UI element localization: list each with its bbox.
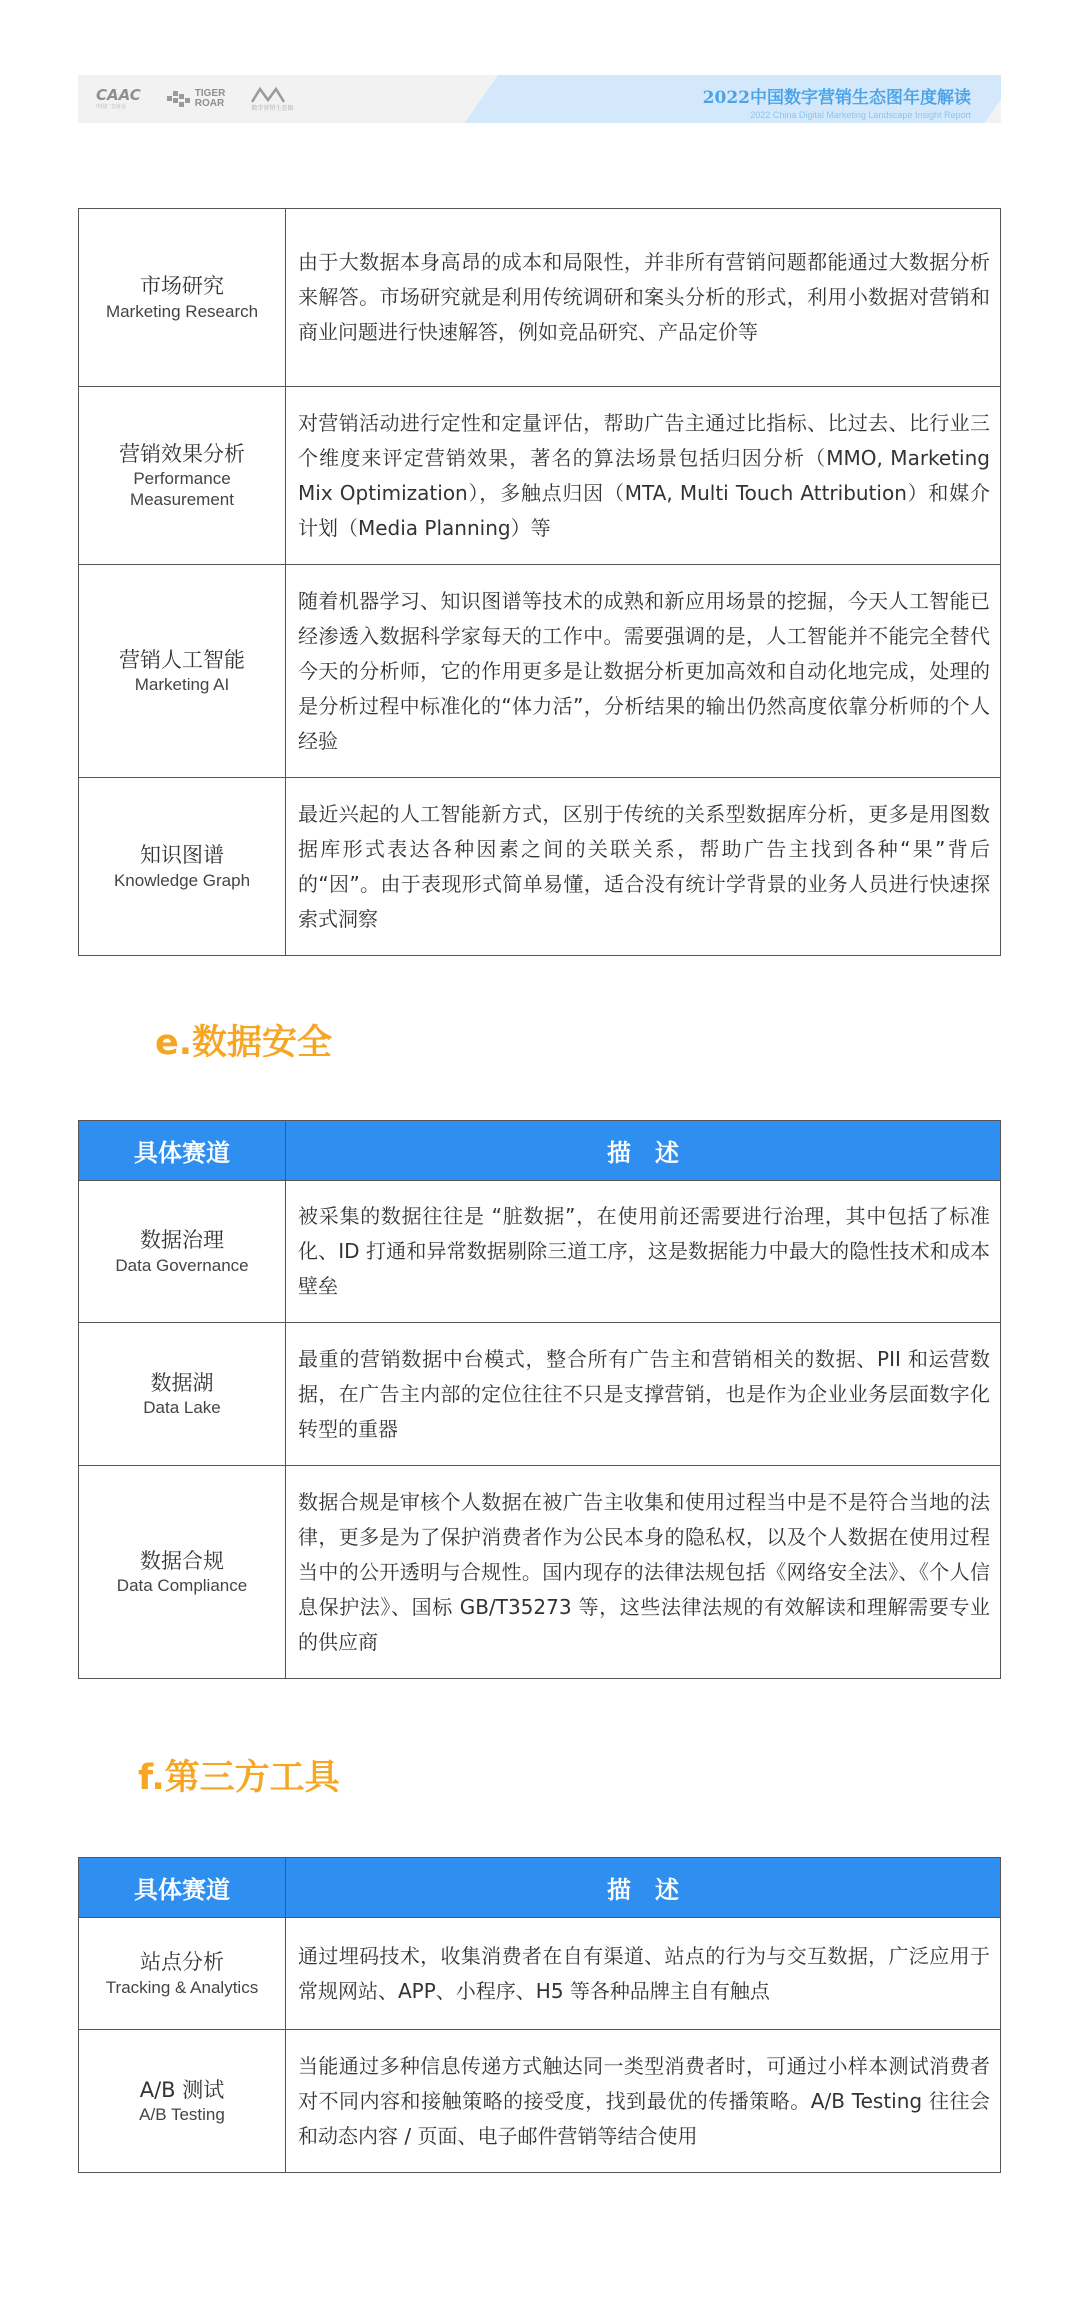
track-description: 最近兴起的人工智能新方式，区别于传统的关系型数据库分析，更多是用图数据库形式表达各种因素之间的关联关系，帮助广告主找到各种“果”背后的“因”。由于表现形式简单易懂，适合没有统计学背景的业务人员进行快速探索式洞察 (286, 778, 1001, 956)
track-name-cell: 知识图谱 Knowledge Graph (79, 778, 286, 956)
track-description: 由于大数据本身高昂的成本和局限性，并非所有营销问题都能通过大数据分析来解答。市场研究就是利用传统调研和案头分析的形式，利用小数据对营销和商业问题进行快速解答，例如竞品研究、产品定价等 (286, 209, 1001, 387)
caac-logo: CAAC 中国广告协会 (96, 86, 141, 110)
track-description: 被采集的数据往往是 “脏数据”，在使用前还需要进行治理，其中包括了标准化、ID 打通和异常数据剔除三道工序，这是数据能力中最大的隐性技术和成本壁垒 (286, 1181, 1001, 1323)
table-row (79, 2030, 1001, 2173)
track-name-cell: 数据合规 Data Compliance (79, 1466, 286, 1679)
track-description: 最重的营销数据中台模式，整合所有广告主和营销相关的数据、PII 和运营数据，在广告主内部的定位往往不只是支撑营销，也是作为企业业务层面数字化转型的重器 (286, 1323, 1001, 1466)
column-header-description: 描 述 (286, 1121, 1001, 1181)
track-description: 当能通过多种信息传递方式触达同一类型消费者时，可通过小样本测试消费者对不同内容和接触策略的接受度，找到最优的传播策略。A/B Testing 往往会和动态内容 / 页面、电子邮件营销等结合使用 (286, 2030, 1001, 2173)
column-header-track: 具体赛道 (79, 1121, 286, 1181)
track-name-cell: 数据治理 Data Governance (79, 1181, 286, 1323)
track-description: 通过埋码技术，收集消费者在自有渠道、站点的行为与交互数据，广泛应用于常规网站、APP、小程序、H5 等各种品牌主自有触点 (286, 1918, 1001, 2030)
column-header-description: 描 述 (286, 1858, 1001, 1918)
header-logos (96, 81, 293, 117)
mountain-mark-icon (251, 86, 285, 104)
track-name-cell: 站点分析 Tracking & Analytics (79, 1918, 286, 2030)
track-name-cell: 营销人工智能 Marketing AI (79, 565, 286, 778)
section-title-third-party-tools: f.第三方工具 (138, 1758, 340, 1798)
tiger-roar-logo: TIGER ROAR (167, 89, 226, 110)
track-description: 数据合规是审核个人数据在被广告主收集和使用过程当中是不是符合当地的法律，更多是为了保护消费者作为公民本身的隐私权，以及个人数据在使用过程当中的公开透明与合规性。国内现存的法律法规包括《网络安全法》、《个人信息保护法》、国标 GB/T35273 等，这些法律法规的有效解读和理解需要专业的供应商 (286, 1466, 1001, 1679)
track-description: 对营销活动进行定性和定量评估，帮助广告主通过比指标、比过去、比行业三个维度来评定营销效果，著名的算法场景包括归因分析（MMO, Marketing Mix Optimization），多触点归因（MTA, Multi Touch Attribution）和媒介计划（Media Planning）等 (286, 387, 1001, 565)
table-header-row (79, 1121, 1001, 1181)
table-row (79, 565, 1001, 778)
table-row (79, 1466, 1001, 1679)
track-name-cell: 市场研究 Marketing Research (79, 209, 286, 387)
table-row (79, 1323, 1001, 1466)
landscape-logo: 数字营销生态图 (251, 86, 293, 112)
track-name-cell: 营销效果分析 Performance Measurement (79, 387, 286, 565)
tiger-roar-mark-icon (167, 89, 191, 109)
table-row (79, 1181, 1001, 1323)
third-party-tools-table (78, 1857, 1001, 2173)
table-row (79, 209, 1001, 387)
analytics-table (78, 208, 1001, 956)
track-name-cell: A/B 测试 A/B Testing (79, 2030, 286, 2173)
track-description: 随着机器学习、知识图谱等技术的成熟和新应用场景的挖掘，今天人工智能已经渗透入数据科学家每天的工作中。需要强调的是，人工智能并不能完全替代今天的分析师，它的作用更多是让数据分析更加高效和自动化地完成，处理的是分析过程中标准化的“体力活”，分析结果的输出仍然高度依靠分析师的个人经验 (286, 565, 1001, 778)
table-header-row (79, 1858, 1001, 1918)
data-security-table (78, 1120, 1001, 1679)
table-row (79, 778, 1001, 956)
section-title-data-security: e.数据安全 (155, 1023, 333, 1063)
header-title: 2022中国数字营销生态图年度解读 2022 China Digital Marketing Landscape Insight Report (702, 88, 971, 120)
report-header-banner (78, 75, 1001, 123)
table-row (79, 387, 1001, 565)
track-name-cell: 数据湖 Data Lake (79, 1323, 286, 1466)
table-row (79, 1918, 1001, 2030)
column-header-track: 具体赛道 (79, 1858, 286, 1918)
